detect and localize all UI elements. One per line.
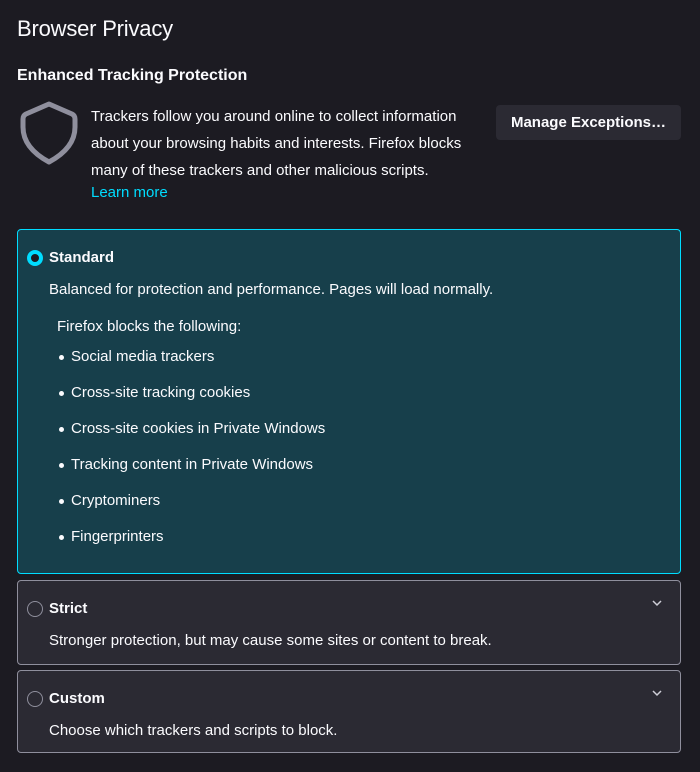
list-item: Tracking content in Private Windows [57, 455, 325, 491]
tracking-description: Trackers follow you around online to collect information about your browsing habits and interests. Firefox blocks many of these trackers and other malicious scripts. [91, 108, 462, 179]
manage-exceptions-button[interactable]: Manage Exceptions… [496, 105, 681, 140]
chevron-down-icon[interactable] [651, 689, 663, 697]
radio-custom[interactable] [27, 691, 43, 707]
list-item: Cross-site cookies in Private Windows [57, 419, 325, 455]
option-standard[interactable] [17, 229, 681, 574]
list-item: Fingerprinters [57, 527, 325, 563]
page-title: Browser Privacy [17, 16, 173, 41]
radio-strict[interactable] [27, 601, 43, 617]
option-label: Standard [49, 249, 115, 266]
list-item: Cryptominers [57, 491, 325, 527]
list-item: Cross-site tracking cookies [57, 383, 325, 419]
learn-more-link[interactable]: Learn more [91, 184, 168, 201]
option-label: Strict [49, 600, 88, 617]
shield-icon [18, 100, 80, 166]
option-custom[interactable] [17, 670, 681, 753]
option-description: Balanced for protection and performance. Pages will load normally. [49, 281, 494, 298]
section-title: Enhanced Tracking Protection [17, 67, 248, 84]
option-description: Stronger protection, but may cause some sites or content to break. [49, 632, 492, 649]
list-item: Social media trackers [57, 347, 325, 383]
blocked-items-list [57, 347, 325, 563]
radio-standard[interactable] [27, 250, 43, 266]
option-description: Choose which trackers and scripts to block. [49, 722, 338, 739]
option-strict[interactable] [17, 580, 681, 665]
chevron-down-icon[interactable] [651, 599, 663, 607]
blocks-title: Firefox blocks the following: [57, 318, 242, 335]
option-label: Custom [49, 690, 105, 707]
